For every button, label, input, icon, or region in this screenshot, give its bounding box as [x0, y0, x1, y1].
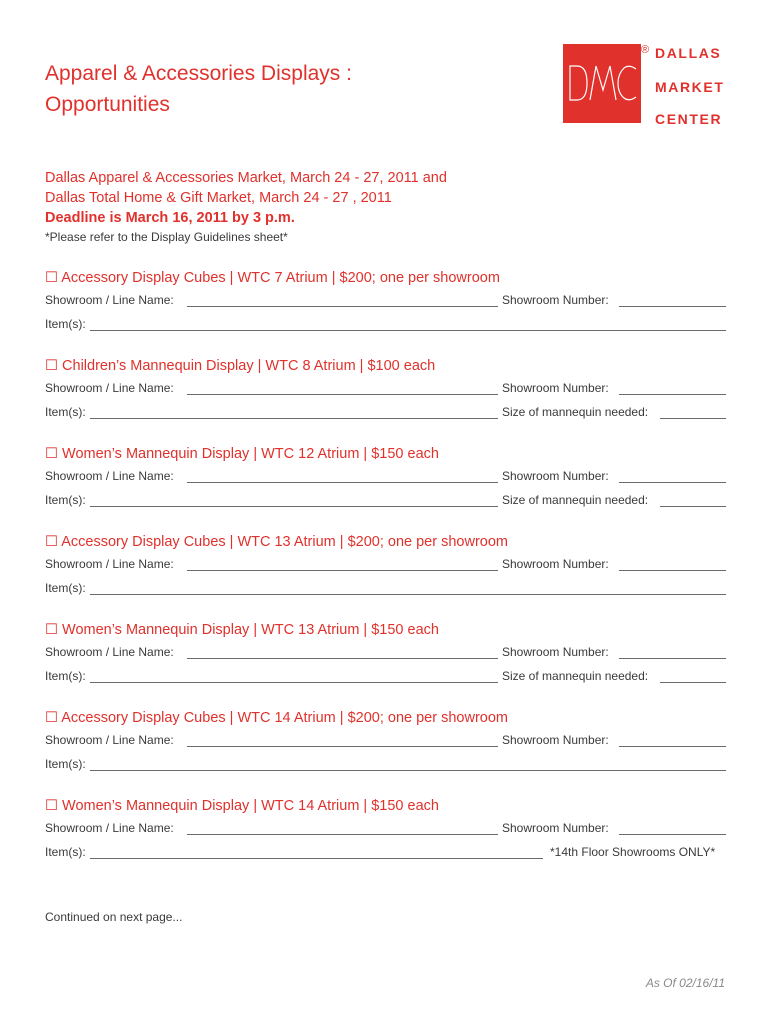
items-field[interactable]	[90, 506, 498, 507]
option-heading: Women’s Mannequin Display | WTC 14 Atrium | $150 each	[62, 798, 439, 814]
items-field[interactable]	[90, 858, 543, 859]
showroom-name-label: Showroom / Line Name:	[45, 469, 174, 483]
option-heading: Accessory Display Cubes | WTC 14 Atrium | $200; one per showroom	[61, 710, 508, 726]
showroom-name-label: Showroom / Line Name:	[45, 381, 174, 395]
showroom-number-label: Showroom Number:	[502, 733, 609, 747]
option-heading: Women’s Mannequin Display | WTC 12 Atrium | $150 each	[62, 446, 439, 462]
display-option-wtc7-cubes	[45, 267, 727, 337]
items-label: Item(s):	[45, 581, 86, 595]
showroom-name-field[interactable]	[187, 834, 498, 835]
items-field[interactable]	[90, 594, 726, 595]
checkbox[interactable]: ☐	[45, 798, 58, 814]
showroom-name-label: Showroom / Line Name:	[45, 557, 174, 571]
dmc-logo-mark	[563, 44, 641, 123]
display-option-wtc14-womens-mannequin	[45, 795, 727, 865]
showroom-number-field[interactable]	[619, 658, 726, 659]
checkbox[interactable]: ☐	[45, 622, 58, 638]
market-info	[45, 168, 725, 246]
showroom-number-label: Showroom Number:	[502, 821, 609, 835]
floor-restriction-note: *14th Floor Showrooms ONLY*	[550, 845, 716, 859]
showroom-number-field[interactable]	[619, 394, 726, 395]
items-label: Item(s):	[45, 405, 86, 419]
title-line-1: Apparel & Accessories Displays :	[45, 62, 352, 85]
checkbox[interactable]: ☐	[45, 270, 58, 286]
guidelines-note: *Please refer to the Display Guidelines sheet*	[45, 230, 288, 244]
display-option-wtc13-cubes	[45, 531, 727, 601]
checkbox[interactable]: ☐	[45, 710, 58, 726]
showroom-number-label: Showroom Number:	[502, 293, 609, 307]
revision-date: As Of 02/16/11	[645, 976, 725, 990]
items-label: Item(s):	[45, 845, 86, 859]
dmc-monogram-icon	[563, 44, 641, 123]
items-label: Item(s):	[45, 317, 86, 331]
mannequin-size-label: Size of mannequin needed:	[502, 669, 649, 683]
market-line-home-gift: Dallas Total Home & Gift Market, March 24 - 27 , 2011	[45, 190, 392, 206]
title-line-2: Opportunities	[45, 93, 170, 116]
items-field[interactable]	[90, 418, 498, 419]
deadline: Deadline is March 16, 2011 by 3 p.m.	[45, 210, 295, 226]
showroom-number-field[interactable]	[619, 306, 726, 307]
showroom-name-label: Showroom / Line Name:	[45, 293, 174, 307]
mannequin-size-field[interactable]	[660, 418, 726, 419]
items-field[interactable]	[90, 770, 726, 771]
showroom-name-label: Showroom / Line Name:	[45, 821, 174, 835]
mannequin-size-label: Size of mannequin needed:	[502, 493, 649, 507]
checkbox[interactable]: ☐	[45, 446, 58, 462]
logo-word-dallas: DALLAS	[655, 45, 722, 61]
display-option-wtc14-cubes	[45, 707, 727, 777]
dallas-market-center-logo	[563, 44, 733, 126]
showroom-name-field[interactable]	[187, 306, 498, 307]
showroom-name-label: Showroom / Line Name:	[45, 645, 174, 659]
items-field[interactable]	[90, 330, 726, 331]
items-label: Item(s):	[45, 669, 86, 683]
items-field[interactable]	[90, 682, 498, 683]
market-line-apparel: Dallas Apparel & Accessories Market, March 24 - 27, 2011 and	[45, 170, 447, 186]
checkbox[interactable]: ☐	[45, 358, 58, 374]
showroom-name-field[interactable]	[187, 482, 498, 483]
showroom-number-label: Showroom Number:	[502, 557, 609, 571]
mannequin-size-label: Size of mannequin needed:	[502, 405, 649, 419]
showroom-number-field[interactable]	[619, 482, 726, 483]
display-option-wtc8-childrens-mannequin	[45, 355, 727, 425]
logo-word-center: CENTER	[655, 111, 723, 127]
option-heading: Women’s Mannequin Display | WTC 13 Atrium | $150 each	[62, 622, 439, 638]
showroom-number-label: Showroom Number:	[502, 381, 609, 395]
items-label: Item(s):	[45, 493, 86, 507]
showroom-number-label: Showroom Number:	[502, 645, 609, 659]
checkbox[interactable]: ☐	[45, 534, 58, 550]
page-title	[45, 58, 525, 120]
logo-word-market: MARKET	[655, 79, 725, 95]
items-label: Item(s):	[45, 757, 86, 771]
showroom-name-field[interactable]	[187, 746, 498, 747]
showroom-number-label: Showroom Number:	[502, 469, 609, 483]
showroom-number-field[interactable]	[619, 570, 726, 571]
display-option-wtc12-womens-mannequin	[45, 443, 727, 513]
showroom-number-field[interactable]	[619, 834, 726, 835]
continued-note: Continued on next page...	[45, 910, 183, 924]
option-heading: Children’s Mannequin Display | WTC 8 Atrium | $100 each	[62, 358, 436, 374]
mannequin-size-field[interactable]	[660, 506, 726, 507]
display-option-wtc13-womens-mannequin	[45, 619, 727, 689]
option-heading: Accessory Display Cubes | WTC 7 Atrium | $200; one per showroom	[61, 270, 500, 286]
mannequin-size-field[interactable]	[660, 682, 726, 683]
registered-mark: ®	[641, 44, 650, 56]
showroom-name-field[interactable]	[187, 570, 498, 571]
showroom-number-field[interactable]	[619, 746, 726, 747]
showroom-name-label: Showroom / Line Name:	[45, 733, 174, 747]
showroom-name-field[interactable]	[187, 394, 498, 395]
showroom-name-field[interactable]	[187, 658, 498, 659]
option-heading: Accessory Display Cubes | WTC 13 Atrium | $200; one per showroom	[61, 534, 508, 550]
